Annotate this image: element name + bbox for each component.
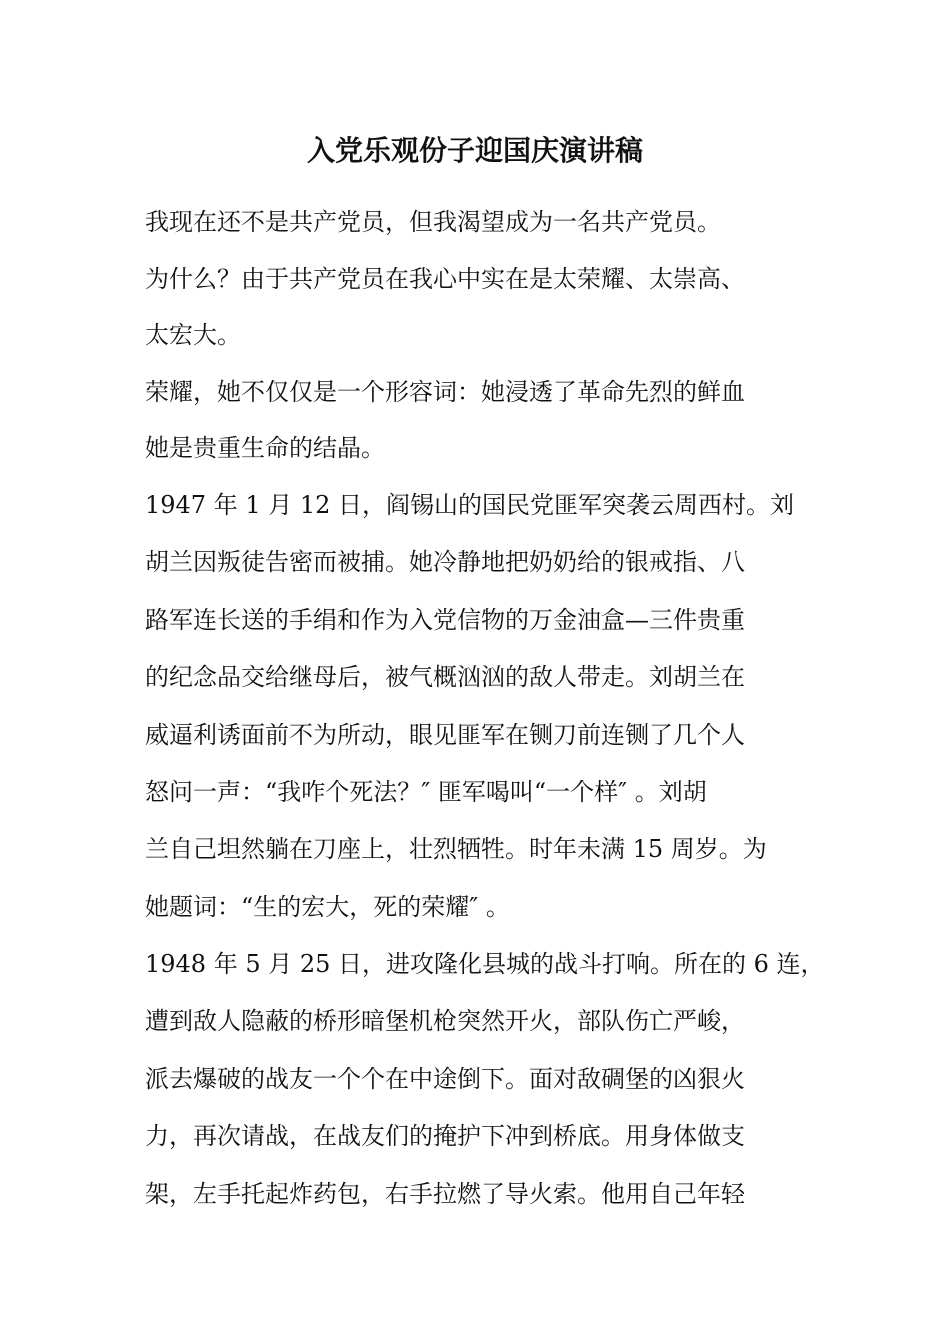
paragraph-line: 1948 年 5 月 25 日，进攻隆化县城的战斗打响。所在的 6 连， xyxy=(145,950,825,978)
paragraph-line: 架，左手托起炸药包，右手拉燃了导火索。他用自己年轻 xyxy=(145,1180,745,1208)
paragraph-line: 力，再次请战，在战友们的掩护下冲到桥底。用身体做支 xyxy=(145,1122,745,1150)
paragraph-line: 为什么？由于共产党员在我心中实在是太荣耀、太崇高、 xyxy=(145,265,745,293)
paragraph-line: 她题词：“生的宏大，死的荣耀″ 。 xyxy=(145,893,510,921)
paragraph-line: 威逼利诱面前不为所动，眼见匪军在铡刀前连铡了几个人 xyxy=(145,721,745,749)
paragraph-line: 荣耀，她不仅仅是一个形容词：她浸透了革命先烈的鲜血 xyxy=(145,378,745,406)
paragraph-line: 怒问一声：“我咋个死法？″ 匪军喝叫“一个样″ 。刘胡 xyxy=(145,778,707,806)
paragraph-line: 她是贵重生命的结晶。 xyxy=(145,434,385,462)
paragraph-line: 的纪念品交给继母后，被气概汹汹的敌人带走。刘胡兰在 xyxy=(145,663,745,691)
paragraph-line: 胡兰因叛徒告密而被捕。她冷静地把奶奶给的银戒指、八 xyxy=(145,548,745,576)
paragraph-line: 路军连长送的手绢和作为入党信物的万金油盒—三件贵重 xyxy=(145,606,745,634)
paragraph-line: 太宏大。 xyxy=(145,321,241,349)
paragraph-line: 遭到敌人隐蔽的桥形暗堡机枪突然开火，部队伤亡严峻， xyxy=(145,1007,745,1035)
document-title: 入党乐观份子迎国庆演讲稿 xyxy=(306,134,643,167)
paragraph-line: 派去爆破的战友一个个在中途倒下。面对敌碉堡的凶狠火 xyxy=(145,1065,745,1093)
paragraph-line: 我现在还不是共产党员，但我渴望成为一名共产党员。 xyxy=(145,208,721,236)
paragraph-line: 兰自己坦然躺在刀座上，壮烈牺牲。时年未满 15 周岁。为 xyxy=(145,835,767,863)
paragraph-line: 1947 年 1 月 12 日，阎锡山的国民党匪军突袭云周西村。刘 xyxy=(145,491,795,519)
